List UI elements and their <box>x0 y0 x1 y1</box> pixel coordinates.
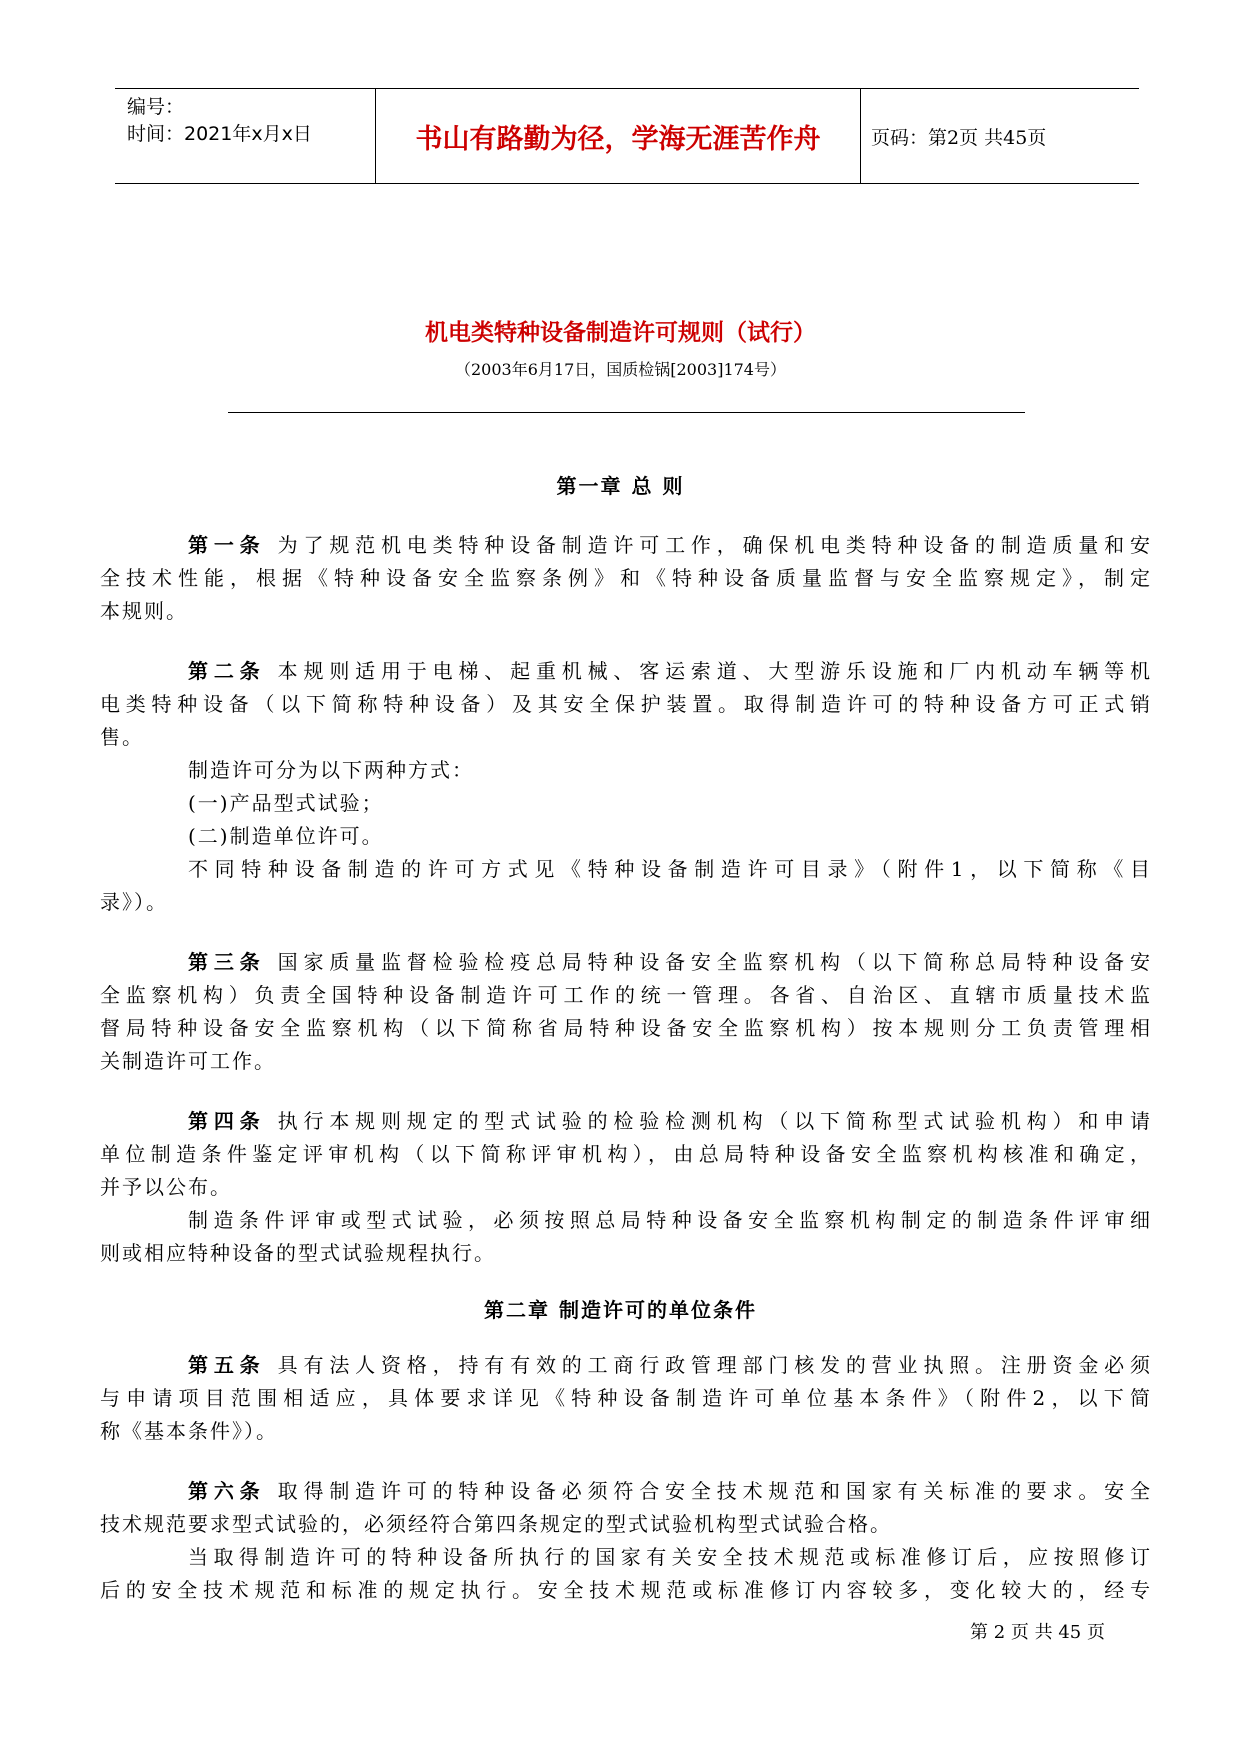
paragraph-line: 督局特种设备安全监察机构（以下简称省局特种设备安全监察机构）按本规则分工负责管理相 <box>100 1016 1152 1040</box>
paragraph-line: 全监察机构）负责全国特种设备制造许可工作的统一管理。各省、自治区、直辖市质量技术监 <box>100 983 1152 1007</box>
paragraph-line: 后的安全技术规范和标准的规定执行。安全技术规范或标准修订内容较多，变化较大的，经专 <box>100 1578 1152 1602</box>
page-header <box>115 88 1139 184</box>
article-label: 第二条 <box>188 659 266 683</box>
article-label: 第五条 <box>188 1353 266 1377</box>
paragraph-line: 全技术性能，根据《特种设备安全监察条例》和《特种设备质量监督与安全监察规定》，制定 <box>100 566 1152 590</box>
paragraph-line: 制造许可分为以下两种方式： <box>188 758 474 782</box>
paragraph-line: 第六条 取得制造许可的特种设备必须符合安全技术规范和国家有关标准的要求。安全 <box>188 1479 1152 1503</box>
paragraph-line: 第二条 本规则适用于电梯、起重机械、客运索道、大型游乐设施和厂内机动车辆等机 <box>188 659 1152 683</box>
paragraph-line: 不同特种设备制造的许可方式见《特种设备制造许可目录》（附件1，以下简称《目 <box>188 857 1152 881</box>
paragraph-line: 关制造许可工作。 <box>100 1049 276 1073</box>
paragraph-line: 第五条 具有法人资格，持有有效的工商行政管理部门核发的营业执照。注册资金必须 <box>188 1353 1152 1377</box>
paragraph-line: 单位制造条件鉴定评审机构（以下简称评审机构），由总局特种设备安全监察机构核准和确定， <box>100 1142 1152 1166</box>
header-meta <box>127 94 377 148</box>
chapter-heading: 第一章 总 则 <box>556 474 685 498</box>
paragraph-line: 则或相应特种设备的型式试验规程执行。 <box>100 1241 496 1265</box>
paragraph-line: (二)制造单位许可。 <box>188 824 384 848</box>
document-title: 机电类特种设备制造许可规则（试行） <box>425 319 816 346</box>
paragraph-line: 电类特种设备（以下简称特种设备）及其安全保护装置。取得制造许可的特种设备方可正式销 <box>100 692 1152 716</box>
paragraph-line: 当取得制造许可的特种设备所执行的国家有关安全技术规范或标准修订后，应按照修订 <box>188 1545 1152 1569</box>
paragraph-line: 与申请项目范围相适应，具体要求详见《特种设备制造许可单位基本条件》（附件2，以下简 <box>100 1386 1152 1410</box>
header-number: 编号： <box>127 96 185 118</box>
paragraph-line: 制造条件评审或型式试验，必须按照总局特种设备安全监察机构制定的制造条件评审细 <box>188 1208 1152 1232</box>
document-subtitle: （2003年6月17日，国质检锅[2003]174号） <box>454 360 786 379</box>
paragraph-line: 并予以公布。 <box>100 1175 232 1199</box>
paragraph-line: (一)产品型式试验； <box>188 791 384 815</box>
article-label: 第四条 <box>188 1109 266 1133</box>
article-label: 第一条 <box>188 533 266 557</box>
article-label: 第六条 <box>188 1479 266 1503</box>
header-divider <box>860 89 861 183</box>
paragraph-line: 第一条 为了规范机电类特种设备制造许可工作，确保机电类特种设备的制造质量和安 <box>188 533 1152 557</box>
title-rule <box>228 412 1025 413</box>
header-motto: 书山有路勤为径，学海无涯苦作舟 <box>415 123 821 155</box>
page-footer: 第 2 页 共 45 页 <box>970 1622 1105 1643</box>
paragraph-line: 第三条 国家质量监督检验检疫总局特种设备安全监察机构（以下简称总局特种设备安 <box>188 950 1152 974</box>
paragraph-line: 本规则。 <box>100 599 188 623</box>
paragraph-line: 称《基本条件》）。 <box>100 1419 278 1443</box>
paragraph-line: 技术规范要求型式试验的，必须经符合第四条规定的型式试验机构型式试验合格。 <box>100 1512 892 1536</box>
header-page-number: 页码：第2页 共45页 <box>871 126 1047 149</box>
chapter-heading: 第二章 制造许可的单位条件 <box>484 1298 757 1322</box>
paragraph-line: 第四条 执行本规则规定的型式试验的检验检测机构（以下简称型式试验机构）和申请 <box>188 1109 1152 1133</box>
article-label: 第三条 <box>188 950 266 974</box>
paragraph-line: 售。 <box>100 725 144 749</box>
paragraph-line: 录》）。 <box>100 890 168 914</box>
header-time: 时间：2021年x月x日 <box>127 123 312 145</box>
